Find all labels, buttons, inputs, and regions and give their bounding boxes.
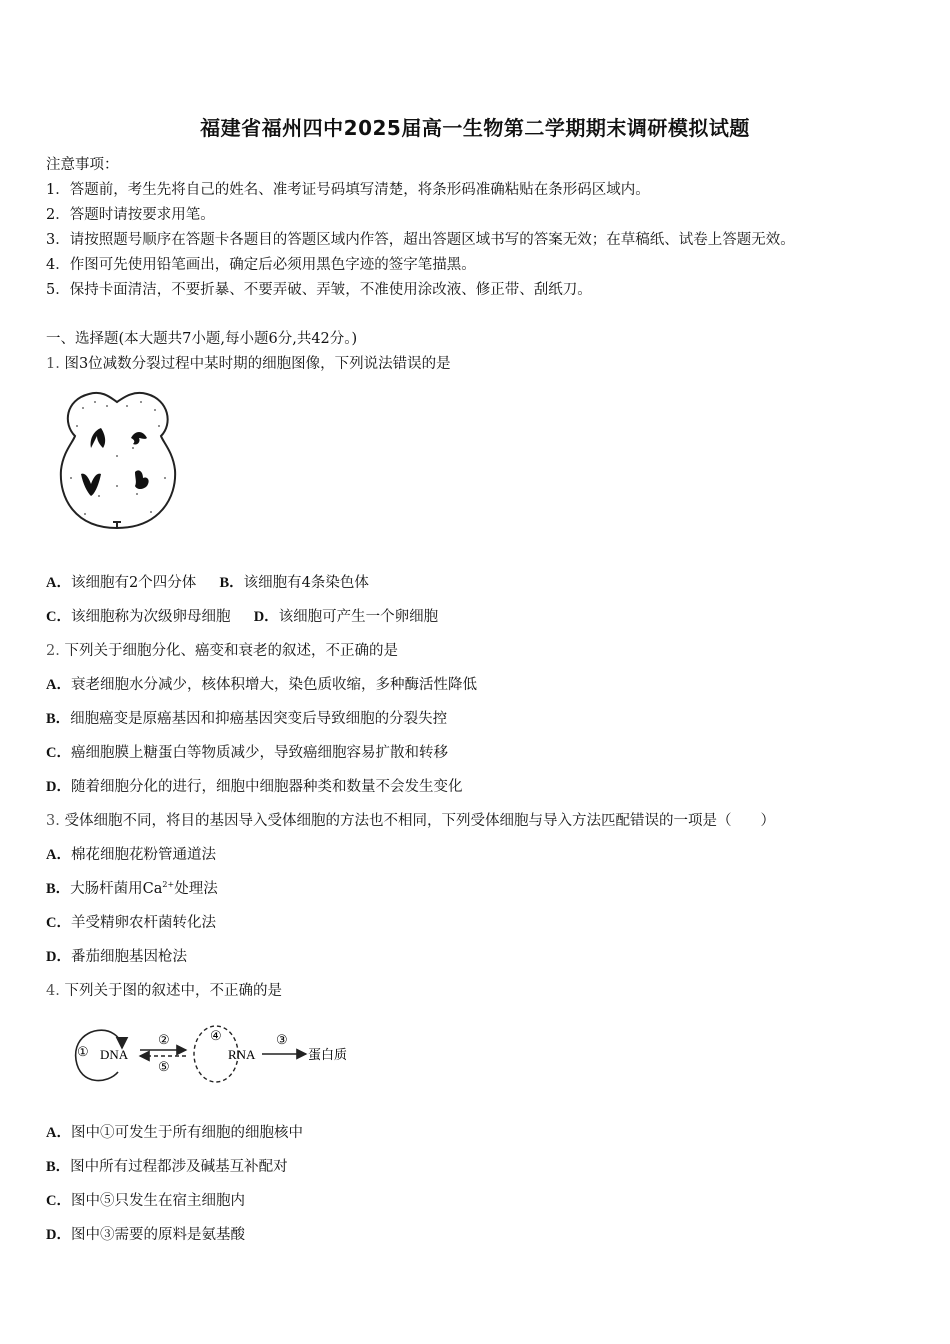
option-label: C．	[46, 609, 71, 625]
option-text: 该细胞有2个四分体	[70, 575, 197, 591]
option-b[interactable]	[46, 1155, 288, 1176]
option-label: B．	[46, 1159, 71, 1175]
option-text: 细胞癌变是原癌基因和抑癌基因突变后导致细胞的分裂失控	[70, 711, 448, 727]
option-label: C．	[46, 745, 71, 761]
option-text: 该细胞有4条染色体	[243, 575, 369, 591]
option-text: 棉花细胞花粉管通道法	[70, 847, 216, 863]
notice-item: 2．答题时请按要求用笔。	[46, 207, 215, 223]
option-d[interactable]	[46, 1223, 245, 1244]
question-stem: 受体细胞不同，将目的基因导入受体细胞的方法也不相同，下列受体细胞与导入方法匹配错误的一项是（ ）	[64, 813, 775, 829]
option-text: 衰老细胞水分减少，核体积增大，染色质收缩，多种酶活性降低	[70, 677, 477, 693]
option-text: 大肠杆菌用Ca	[70, 881, 163, 897]
option-b[interactable]	[46, 707, 447, 728]
protein-label: 蛋白质	[308, 1047, 348, 1062]
question-1	[46, 352, 451, 373]
option-a[interactable]	[46, 673, 477, 694]
cell-figure	[55, 386, 180, 531]
page-title: 福建省福州四中2025届高一生物第二学期期末调研模拟试题	[200, 116, 750, 140]
option-text: 随着细胞分化的进行，细胞中细胞器种类和数量不会发生变化	[70, 779, 463, 795]
question-number: 3.	[46, 813, 60, 829]
label-3: ③	[276, 1032, 288, 1047]
option-d[interactable]	[46, 775, 462, 796]
label-4: ④	[210, 1028, 222, 1043]
option-row	[46, 571, 369, 592]
option-d[interactable]	[46, 945, 187, 966]
option-c[interactable]	[46, 609, 230, 625]
label-1: ①	[77, 1044, 89, 1059]
option-b[interactable]	[219, 575, 368, 591]
option-c[interactable]	[46, 1189, 245, 1210]
option-label: A．	[46, 1125, 71, 1141]
option-c[interactable]	[46, 911, 216, 932]
question-number: 1.	[46, 356, 60, 372]
question-stem: 下列关于图的叙述中，不正确的是	[64, 983, 282, 999]
option-text: 该细胞可产生一个卵细胞	[278, 609, 439, 625]
dna-label: DNA	[100, 1047, 129, 1062]
option-a[interactable]	[46, 843, 216, 864]
option-label: B．	[46, 711, 71, 727]
option-a[interactable]	[46, 1121, 303, 1142]
option-text: 图中⑤只发生在宿主细胞内	[70, 1193, 245, 1209]
central-dogma-diagram	[70, 1020, 370, 1088]
question-number: 2.	[46, 643, 60, 659]
question-stem: 图3位减数分裂过程中某时期的细胞图像，下列说法错误的是	[64, 356, 451, 372]
question-2	[46, 639, 398, 660]
rna-label: RNA	[228, 1047, 256, 1062]
option-c[interactable]	[46, 741, 448, 762]
option-label: D．	[46, 949, 71, 965]
option-text: 番茄细胞基因枪法	[70, 949, 187, 965]
notice-heading: 注意事项：	[46, 157, 119, 173]
option-label: B．	[46, 881, 71, 897]
option-label: D．	[46, 1227, 71, 1243]
option-label: A．	[46, 575, 71, 591]
question-3	[46, 809, 775, 830]
option-label: C．	[46, 1193, 71, 1209]
question-number: 4.	[46, 983, 60, 999]
option-text: 图中①可发生于所有细胞的细胞核中	[70, 1125, 303, 1141]
option-label: B．	[219, 575, 244, 591]
option-text: 图中所有过程都涉及碱基互补配对	[70, 1159, 288, 1175]
superscript: 2+	[162, 880, 175, 890]
option-label: A．	[46, 847, 71, 863]
label-5: ⑤	[158, 1059, 170, 1074]
notice-item: 5．保持卡面清洁，不要折暴、不要弄破、弄皱，不准使用涂改液、修正带、刮纸刀。	[46, 282, 592, 298]
notice-item: 4．作图可先使用铅笔画出，确定后必须用黑色字迹的签字笔描黑。	[46, 257, 476, 273]
option-d[interactable]	[254, 609, 438, 625]
option-label: D．	[253, 609, 279, 625]
option-text: 图中③需要的原料是氨基酸	[70, 1227, 245, 1243]
notice-item: 3．请按照题号顺序在答题卡各题目的答题区域内作答，超出答题区域书写的答案无效；在草稿纸、试卷上答题无效。	[46, 232, 795, 248]
question-stem: 下列关于细胞分化、癌变和衰老的叙述，不正确的是	[64, 643, 398, 659]
option-b[interactable]	[46, 877, 218, 898]
option-label: A．	[46, 677, 71, 693]
option-text: 该细胞称为次级卵母细胞	[70, 609, 231, 625]
option-a[interactable]	[46, 575, 196, 591]
option-label: D．	[46, 779, 71, 795]
label-2: ②	[158, 1032, 170, 1047]
option-text: 癌细胞膜上糖蛋白等物质减少，导致癌细胞容易扩散和转移	[70, 745, 448, 761]
option-text: 处理法	[174, 881, 218, 897]
notice-item: 1．答题前，考生先将自己的姓名、准考证号码填写清楚，将条形码准确粘贴在条形码区域内。	[46, 182, 650, 198]
option-label: C．	[46, 915, 71, 931]
option-row	[46, 605, 438, 626]
question-4	[46, 979, 282, 1000]
section-heading: 一、选择题(本大题共7小题,每小题6分,共42分。)	[46, 331, 358, 347]
option-text: 羊受精卵农杆菌转化法	[70, 915, 216, 931]
